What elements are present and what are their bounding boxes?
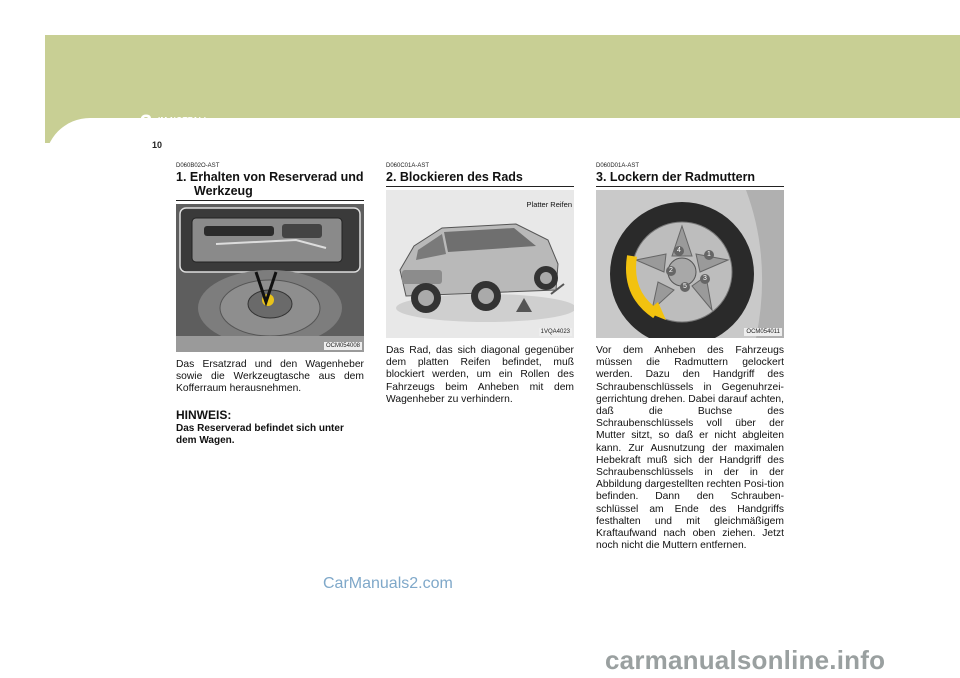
section-code: D060B02O-AST bbox=[176, 163, 220, 169]
suv-illustration bbox=[386, 190, 574, 338]
heading-rule bbox=[596, 186, 784, 187]
heading-rule bbox=[176, 200, 364, 201]
car-figure bbox=[386, 190, 574, 338]
note-text: Das Reserverad befindet sich unter dem Wagen. bbox=[176, 422, 344, 446]
watermark-carmanualsonline[interactable]: carmanualsonline.info bbox=[605, 645, 886, 675]
trunk-illustration bbox=[176, 204, 364, 352]
figure-code: OCM054011 bbox=[746, 329, 780, 335]
chapter-number: 3 bbox=[140, 110, 153, 135]
figure-code: OCM054008 bbox=[325, 343, 360, 349]
chapter-title: IM NOTFALL bbox=[158, 116, 209, 125]
body-text: Das Rad, das sich diagonal gegenüber dem platten Reifen befindet, muß blockiert werden, um ein Rollen des Fahrzeugs beim Anheben mit dem Wagenheber zu verhindern. bbox=[386, 345, 574, 405]
figure-label: Platter Reifen bbox=[526, 200, 572, 209]
note-title: HINWEIS: bbox=[176, 407, 232, 422]
section-code: D060C01A-AST bbox=[386, 163, 430, 169]
figure-code: 1VQA4023 bbox=[540, 329, 570, 335]
nut-number-2: 2 bbox=[666, 266, 676, 276]
nut-number-4: 4 bbox=[674, 246, 684, 256]
body-text: Vor dem Anheben des Fahrzeugs müssen die Radmuttern gelockert werden. Dazu den Handgriff des Schraubenschlüssels in Gegenuhrzei-gerrichtung drehen. Dabei darauf achten, daß die Buchse des Schraubenschlüssels voll über der Mutter sitzt, so daß er nicht abgleiten kann. Zur Ausnutzung der maximalen Hebekraft muß sich der Handgriff des Schraubenschlüssels in der in der Abbildung dargestellten rechten Posi-tion befinden. Dann den Schrauben-schlüssel am Ende des Handgriffs festhalten und mit gleichmäßigem Kraftaufwand nach oben ziehen. Jetzt noch nicht die Muttern entfernen. bbox=[596, 345, 784, 552]
page-number: 10 bbox=[152, 140, 163, 150]
heading-line-1: 1. Erhalten von Reserverad und bbox=[176, 170, 364, 184]
heading-rule bbox=[386, 186, 574, 187]
section-heading bbox=[176, 170, 364, 198]
section-code: D060D01A-AST bbox=[596, 163, 640, 169]
section-heading: 2. Blockieren des Rads bbox=[386, 170, 523, 184]
nut-number-5: 5 bbox=[680, 282, 690, 292]
nut-number-1: 1 bbox=[704, 250, 714, 260]
wheel-figure bbox=[596, 190, 784, 338]
section-loosen-nuts bbox=[596, 163, 784, 552]
heading-line-2: Werkzeug bbox=[194, 184, 253, 198]
watermark-carmanuals2[interactable]: CarManuals2.com bbox=[323, 575, 453, 592]
section-spare-wheel bbox=[176, 163, 364, 447]
section-block-wheel bbox=[386, 163, 574, 406]
nut-number-3: 3 bbox=[700, 274, 710, 284]
wheel-illustration bbox=[596, 190, 784, 338]
body-text: Das Ersatzrad und den Wagenheber sowie die Werkzeugtasche aus dem Kofferraum herausnehmen. bbox=[176, 359, 364, 395]
section-heading: 3. Lockern der Radmuttern bbox=[596, 170, 756, 184]
trunk-figure bbox=[176, 204, 364, 352]
